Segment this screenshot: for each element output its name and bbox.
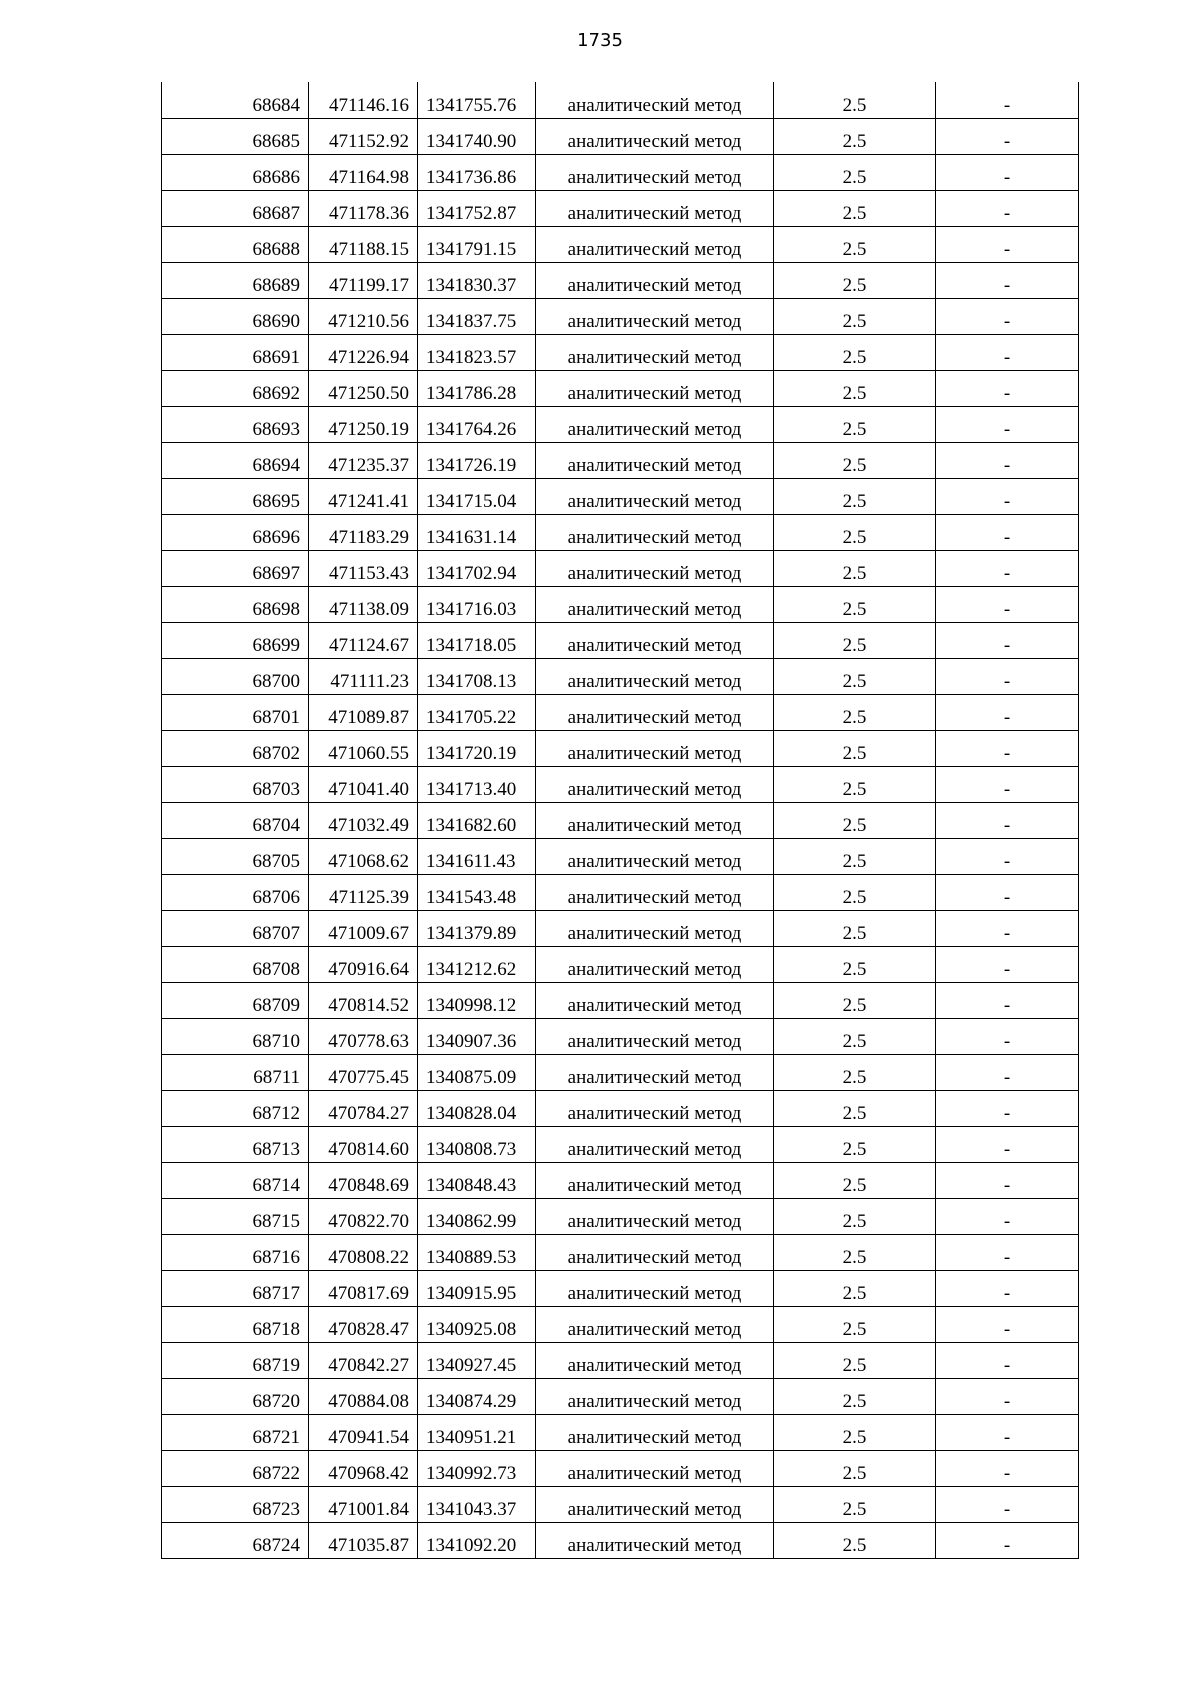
accuracy-cell: 2.5 <box>774 1126 936 1162</box>
note-cell: - <box>936 1486 1079 1522</box>
x-coordinate-cell: 471001.84 <box>309 1486 418 1522</box>
x-coordinate-cell: 470814.52 <box>309 982 418 1018</box>
method-cell: аналитический метод <box>536 874 774 910</box>
table-row <box>162 1018 1079 1054</box>
y-coordinate-cell: 1341736.86 <box>418 154 536 190</box>
accuracy-cell: 2.5 <box>774 910 936 946</box>
point-number-cell: 68720 <box>162 1378 309 1414</box>
point-number-cell: 68687 <box>162 190 309 226</box>
y-coordinate-cell: 1341713.40 <box>418 766 536 802</box>
accuracy-cell: 2.5 <box>774 1234 936 1270</box>
y-coordinate-cell: 1341543.48 <box>418 874 536 910</box>
method-cell: аналитический метод <box>536 1342 774 1378</box>
accuracy-cell: 2.5 <box>774 1306 936 1342</box>
accuracy-cell: 2.5 <box>774 694 936 730</box>
point-number-cell: 68686 <box>162 154 309 190</box>
method-cell: аналитический метод <box>536 550 774 586</box>
note-cell: - <box>936 514 1079 550</box>
note-cell: - <box>936 694 1079 730</box>
x-coordinate-cell: 470968.42 <box>309 1450 418 1486</box>
point-number-cell: 68718 <box>162 1306 309 1342</box>
accuracy-cell: 2.5 <box>774 730 936 766</box>
table-row <box>162 874 1079 910</box>
point-number-cell: 68685 <box>162 118 309 154</box>
table-body <box>162 82 1079 1558</box>
y-coordinate-cell: 1340927.45 <box>418 1342 536 1378</box>
accuracy-cell: 2.5 <box>774 298 936 334</box>
table-row <box>162 1090 1079 1126</box>
method-cell: аналитический метод <box>536 1414 774 1450</box>
table-row <box>162 226 1079 262</box>
accuracy-cell: 2.5 <box>774 1090 936 1126</box>
table-row <box>162 730 1079 766</box>
point-number-cell: 68704 <box>162 802 309 838</box>
table-row <box>162 946 1079 982</box>
x-coordinate-cell: 471250.19 <box>309 406 418 442</box>
point-number-cell: 68698 <box>162 586 309 622</box>
method-cell: аналитический метод <box>536 1126 774 1162</box>
table-row <box>162 838 1079 874</box>
x-coordinate-cell: 471032.49 <box>309 802 418 838</box>
table-row <box>162 694 1079 730</box>
note-cell: - <box>936 874 1079 910</box>
y-coordinate-cell: 1340998.12 <box>418 982 536 1018</box>
method-cell: аналитический метод <box>536 1450 774 1486</box>
method-cell: аналитический метод <box>536 82 774 118</box>
accuracy-cell: 2.5 <box>774 550 936 586</box>
table-row <box>162 190 1079 226</box>
table-row <box>162 982 1079 1018</box>
x-coordinate-cell: 471226.94 <box>309 334 418 370</box>
note-cell: - <box>936 334 1079 370</box>
note-cell: - <box>936 442 1079 478</box>
note-cell: - <box>936 478 1079 514</box>
note-cell: - <box>936 1054 1079 1090</box>
y-coordinate-cell: 1340992.73 <box>418 1450 536 1486</box>
y-coordinate-cell: 1341708.13 <box>418 658 536 694</box>
x-coordinate-cell: 471138.09 <box>309 586 418 622</box>
accuracy-cell: 2.5 <box>774 514 936 550</box>
method-cell: аналитический метод <box>536 226 774 262</box>
note-cell: - <box>936 1162 1079 1198</box>
table-row <box>162 334 1079 370</box>
x-coordinate-cell: 471199.17 <box>309 262 418 298</box>
x-coordinate-cell: 470828.47 <box>309 1306 418 1342</box>
method-cell: аналитический метод <box>536 1054 774 1090</box>
x-coordinate-cell: 470808.22 <box>309 1234 418 1270</box>
y-coordinate-cell: 1341837.75 <box>418 298 536 334</box>
method-cell: аналитический метод <box>536 802 774 838</box>
table-row <box>162 82 1079 118</box>
note-cell: - <box>936 1522 1079 1558</box>
y-coordinate-cell: 1341764.26 <box>418 406 536 442</box>
y-coordinate-cell: 1341611.43 <box>418 838 536 874</box>
method-cell: аналитический метод <box>536 946 774 982</box>
note-cell: - <box>936 1198 1079 1234</box>
method-cell: аналитический метод <box>536 1306 774 1342</box>
accuracy-cell: 2.5 <box>774 370 936 406</box>
point-number-cell: 68691 <box>162 334 309 370</box>
x-coordinate-cell: 471250.50 <box>309 370 418 406</box>
y-coordinate-cell: 1341631.14 <box>418 514 536 550</box>
y-coordinate-cell: 1340915.95 <box>418 1270 536 1306</box>
note-cell: - <box>936 154 1079 190</box>
table-row <box>162 550 1079 586</box>
x-coordinate-cell: 470778.63 <box>309 1018 418 1054</box>
accuracy-cell: 2.5 <box>774 838 936 874</box>
point-number-cell: 68710 <box>162 1018 309 1054</box>
accuracy-cell: 2.5 <box>774 478 936 514</box>
y-coordinate-cell: 1340862.99 <box>418 1198 536 1234</box>
note-cell: - <box>936 1414 1079 1450</box>
point-number-cell: 68690 <box>162 298 309 334</box>
accuracy-cell: 2.5 <box>774 946 936 982</box>
accuracy-cell: 2.5 <box>774 1450 936 1486</box>
point-number-cell: 68688 <box>162 226 309 262</box>
y-coordinate-cell: 1341755.76 <box>418 82 536 118</box>
accuracy-cell: 2.5 <box>774 118 936 154</box>
method-cell: аналитический метод <box>536 1486 774 1522</box>
point-number-cell: 68703 <box>162 766 309 802</box>
x-coordinate-cell: 471178.36 <box>309 190 418 226</box>
table-row <box>162 1414 1079 1450</box>
note-cell: - <box>936 190 1079 226</box>
y-coordinate-cell: 1341786.28 <box>418 370 536 406</box>
y-coordinate-cell: 1341718.05 <box>418 622 536 658</box>
note-cell: - <box>936 730 1079 766</box>
accuracy-cell: 2.5 <box>774 1270 936 1306</box>
y-coordinate-cell: 1341092.20 <box>418 1522 536 1558</box>
method-cell: аналитический метод <box>536 694 774 730</box>
point-number-cell: 68716 <box>162 1234 309 1270</box>
accuracy-cell: 2.5 <box>774 1522 936 1558</box>
table-row <box>162 1270 1079 1306</box>
method-cell: аналитический метод <box>536 1090 774 1126</box>
accuracy-cell: 2.5 <box>774 1378 936 1414</box>
point-number-cell: 68714 <box>162 1162 309 1198</box>
method-cell: аналитический метод <box>536 1018 774 1054</box>
y-coordinate-cell: 1340874.29 <box>418 1378 536 1414</box>
method-cell: аналитический метод <box>536 262 774 298</box>
point-number-cell: 68689 <box>162 262 309 298</box>
coordinates-table <box>161 82 1079 1559</box>
x-coordinate-cell: 470842.27 <box>309 1342 418 1378</box>
method-cell: аналитический метод <box>536 514 774 550</box>
accuracy-cell: 2.5 <box>774 982 936 1018</box>
x-coordinate-cell: 471089.87 <box>309 694 418 730</box>
table-row <box>162 658 1079 694</box>
note-cell: - <box>936 802 1079 838</box>
table-row <box>162 298 1079 334</box>
method-cell: аналитический метод <box>536 1522 774 1558</box>
x-coordinate-cell: 470941.54 <box>309 1414 418 1450</box>
table-row <box>162 1126 1079 1162</box>
table-row <box>162 1054 1079 1090</box>
point-number-cell: 68708 <box>162 946 309 982</box>
x-coordinate-cell: 471152.92 <box>309 118 418 154</box>
method-cell: аналитический метод <box>536 838 774 874</box>
table-row <box>162 514 1079 550</box>
method-cell: аналитический метод <box>536 730 774 766</box>
table-row <box>162 118 1079 154</box>
method-cell: аналитический метод <box>536 478 774 514</box>
method-cell: аналитический метод <box>536 1162 774 1198</box>
y-coordinate-cell: 1341702.94 <box>418 550 536 586</box>
point-number-cell: 68706 <box>162 874 309 910</box>
x-coordinate-cell: 471146.16 <box>309 82 418 118</box>
table-row <box>162 802 1079 838</box>
y-coordinate-cell: 1340828.04 <box>418 1090 536 1126</box>
point-number-cell: 68721 <box>162 1414 309 1450</box>
y-coordinate-cell: 1341752.87 <box>418 190 536 226</box>
note-cell: - <box>936 298 1079 334</box>
table-row <box>162 910 1079 946</box>
x-coordinate-cell: 471060.55 <box>309 730 418 766</box>
accuracy-cell: 2.5 <box>774 874 936 910</box>
table-row <box>162 1234 1079 1270</box>
x-coordinate-cell: 470784.27 <box>309 1090 418 1126</box>
x-coordinate-cell: 471035.87 <box>309 1522 418 1558</box>
table-row <box>162 766 1079 802</box>
accuracy-cell: 2.5 <box>774 226 936 262</box>
table-row <box>162 1198 1079 1234</box>
y-coordinate-cell: 1341043.37 <box>418 1486 536 1522</box>
point-number-cell: 68715 <box>162 1198 309 1234</box>
method-cell: аналитический метод <box>536 658 774 694</box>
note-cell: - <box>936 946 1079 982</box>
y-coordinate-cell: 1341716.03 <box>418 586 536 622</box>
note-cell: - <box>936 82 1079 118</box>
note-cell: - <box>936 1090 1079 1126</box>
accuracy-cell: 2.5 <box>774 1486 936 1522</box>
y-coordinate-cell: 1341212.62 <box>418 946 536 982</box>
y-coordinate-cell: 1341726.19 <box>418 442 536 478</box>
accuracy-cell: 2.5 <box>774 1198 936 1234</box>
y-coordinate-cell: 1341740.90 <box>418 118 536 154</box>
x-coordinate-cell: 471188.15 <box>309 226 418 262</box>
x-coordinate-cell: 470848.69 <box>309 1162 418 1198</box>
x-coordinate-cell: 471125.39 <box>309 874 418 910</box>
table-row <box>162 586 1079 622</box>
y-coordinate-cell: 1340889.53 <box>418 1234 536 1270</box>
note-cell: - <box>936 226 1079 262</box>
table-row <box>162 262 1079 298</box>
x-coordinate-cell: 471124.67 <box>309 622 418 658</box>
point-number-cell: 68695 <box>162 478 309 514</box>
x-coordinate-cell: 470817.69 <box>309 1270 418 1306</box>
note-cell: - <box>936 766 1079 802</box>
method-cell: аналитический метод <box>536 1270 774 1306</box>
y-coordinate-cell: 1341720.19 <box>418 730 536 766</box>
method-cell: аналитический метод <box>536 1198 774 1234</box>
point-number-cell: 68705 <box>162 838 309 874</box>
table-row <box>162 154 1079 190</box>
x-coordinate-cell: 470814.60 <box>309 1126 418 1162</box>
y-coordinate-cell: 1341682.60 <box>418 802 536 838</box>
method-cell: аналитический метод <box>536 766 774 802</box>
x-coordinate-cell: 471153.43 <box>309 550 418 586</box>
note-cell: - <box>936 1342 1079 1378</box>
table-row <box>162 1522 1079 1558</box>
x-coordinate-cell: 471164.98 <box>309 154 418 190</box>
y-coordinate-cell: 1340808.73 <box>418 1126 536 1162</box>
x-coordinate-cell: 471235.37 <box>309 442 418 478</box>
method-cell: аналитический метод <box>536 1378 774 1414</box>
table-row <box>162 406 1079 442</box>
point-number-cell: 68692 <box>162 370 309 406</box>
note-cell: - <box>936 370 1079 406</box>
note-cell: - <box>936 586 1079 622</box>
table-row <box>162 622 1079 658</box>
x-coordinate-cell: 471041.40 <box>309 766 418 802</box>
x-coordinate-cell: 470884.08 <box>309 1378 418 1414</box>
accuracy-cell: 2.5 <box>774 586 936 622</box>
method-cell: аналитический метод <box>536 982 774 1018</box>
accuracy-cell: 2.5 <box>774 802 936 838</box>
table-row <box>162 1450 1079 1486</box>
table-row <box>162 1162 1079 1198</box>
y-coordinate-cell: 1341705.22 <box>418 694 536 730</box>
point-number-cell: 68724 <box>162 1522 309 1558</box>
note-cell: - <box>936 262 1079 298</box>
point-number-cell: 68719 <box>162 1342 309 1378</box>
note-cell: - <box>936 1450 1079 1486</box>
accuracy-cell: 2.5 <box>774 442 936 478</box>
method-cell: аналитический метод <box>536 910 774 946</box>
y-coordinate-cell: 1340907.36 <box>418 1018 536 1054</box>
accuracy-cell: 2.5 <box>774 1342 936 1378</box>
accuracy-cell: 2.5 <box>774 154 936 190</box>
note-cell: - <box>936 622 1079 658</box>
point-number-cell: 68723 <box>162 1486 309 1522</box>
y-coordinate-cell: 1341830.37 <box>418 262 536 298</box>
method-cell: аналитический метод <box>536 406 774 442</box>
x-coordinate-cell: 470822.70 <box>309 1198 418 1234</box>
x-coordinate-cell: 471210.56 <box>309 298 418 334</box>
table-row <box>162 1486 1079 1522</box>
y-coordinate-cell: 1341379.89 <box>418 910 536 946</box>
x-coordinate-cell: 471068.62 <box>309 838 418 874</box>
point-number-cell: 68700 <box>162 658 309 694</box>
method-cell: аналитический метод <box>536 370 774 406</box>
table-row <box>162 478 1079 514</box>
accuracy-cell: 2.5 <box>774 190 936 226</box>
table-row <box>162 442 1079 478</box>
note-cell: - <box>936 982 1079 1018</box>
method-cell: аналитический метод <box>536 442 774 478</box>
point-number-cell: 68697 <box>162 550 309 586</box>
method-cell: аналитический метод <box>536 586 774 622</box>
note-cell: - <box>936 1126 1079 1162</box>
accuracy-cell: 2.5 <box>774 658 936 694</box>
point-number-cell: 68717 <box>162 1270 309 1306</box>
point-number-cell: 68707 <box>162 910 309 946</box>
x-coordinate-cell: 471241.41 <box>309 478 418 514</box>
note-cell: - <box>936 658 1079 694</box>
y-coordinate-cell: 1340875.09 <box>418 1054 536 1090</box>
point-number-cell: 68684 <box>162 82 309 118</box>
y-coordinate-cell: 1341715.04 <box>418 478 536 514</box>
point-number-cell: 68699 <box>162 622 309 658</box>
y-coordinate-cell: 1341791.15 <box>418 226 536 262</box>
point-number-cell: 68711 <box>162 1054 309 1090</box>
point-number-cell: 68693 <box>162 406 309 442</box>
note-cell: - <box>936 406 1079 442</box>
method-cell: аналитический метод <box>536 1234 774 1270</box>
method-cell: аналитический метод <box>536 118 774 154</box>
note-cell: - <box>936 1234 1079 1270</box>
method-cell: аналитический метод <box>536 622 774 658</box>
y-coordinate-cell: 1340951.21 <box>418 1414 536 1450</box>
point-number-cell: 68701 <box>162 694 309 730</box>
point-number-cell: 68709 <box>162 982 309 1018</box>
x-coordinate-cell: 470916.64 <box>309 946 418 982</box>
table-row <box>162 1378 1079 1414</box>
note-cell: - <box>936 838 1079 874</box>
x-coordinate-cell: 471111.23 <box>309 658 418 694</box>
coordinates-table-container <box>161 82 1079 1559</box>
x-coordinate-cell: 471009.67 <box>309 910 418 946</box>
point-number-cell: 68696 <box>162 514 309 550</box>
note-cell: - <box>936 1270 1079 1306</box>
accuracy-cell: 2.5 <box>774 1162 936 1198</box>
accuracy-cell: 2.5 <box>774 1414 936 1450</box>
point-number-cell: 68694 <box>162 442 309 478</box>
x-coordinate-cell: 471183.29 <box>309 514 418 550</box>
table-row <box>162 370 1079 406</box>
method-cell: аналитический метод <box>536 190 774 226</box>
accuracy-cell: 2.5 <box>774 406 936 442</box>
point-number-cell: 68702 <box>162 730 309 766</box>
table-row <box>162 1342 1079 1378</box>
point-number-cell: 68712 <box>162 1090 309 1126</box>
accuracy-cell: 2.5 <box>774 1054 936 1090</box>
point-number-cell: 68713 <box>162 1126 309 1162</box>
point-number-cell: 68722 <box>162 1450 309 1486</box>
note-cell: - <box>936 1378 1079 1414</box>
y-coordinate-cell: 1340925.08 <box>418 1306 536 1342</box>
accuracy-cell: 2.5 <box>774 334 936 370</box>
accuracy-cell: 2.5 <box>774 262 936 298</box>
page-number: 1735 <box>577 30 623 51</box>
method-cell: аналитический метод <box>536 334 774 370</box>
method-cell: аналитический метод <box>536 298 774 334</box>
y-coordinate-cell: 1341823.57 <box>418 334 536 370</box>
table-row <box>162 1306 1079 1342</box>
accuracy-cell: 2.5 <box>774 82 936 118</box>
note-cell: - <box>936 1018 1079 1054</box>
note-cell: - <box>936 550 1079 586</box>
accuracy-cell: 2.5 <box>774 766 936 802</box>
y-coordinate-cell: 1340848.43 <box>418 1162 536 1198</box>
note-cell: - <box>936 118 1079 154</box>
accuracy-cell: 2.5 <box>774 622 936 658</box>
x-coordinate-cell: 470775.45 <box>309 1054 418 1090</box>
accuracy-cell: 2.5 <box>774 1018 936 1054</box>
note-cell: - <box>936 910 1079 946</box>
method-cell: аналитический метод <box>536 154 774 190</box>
note-cell: - <box>936 1306 1079 1342</box>
